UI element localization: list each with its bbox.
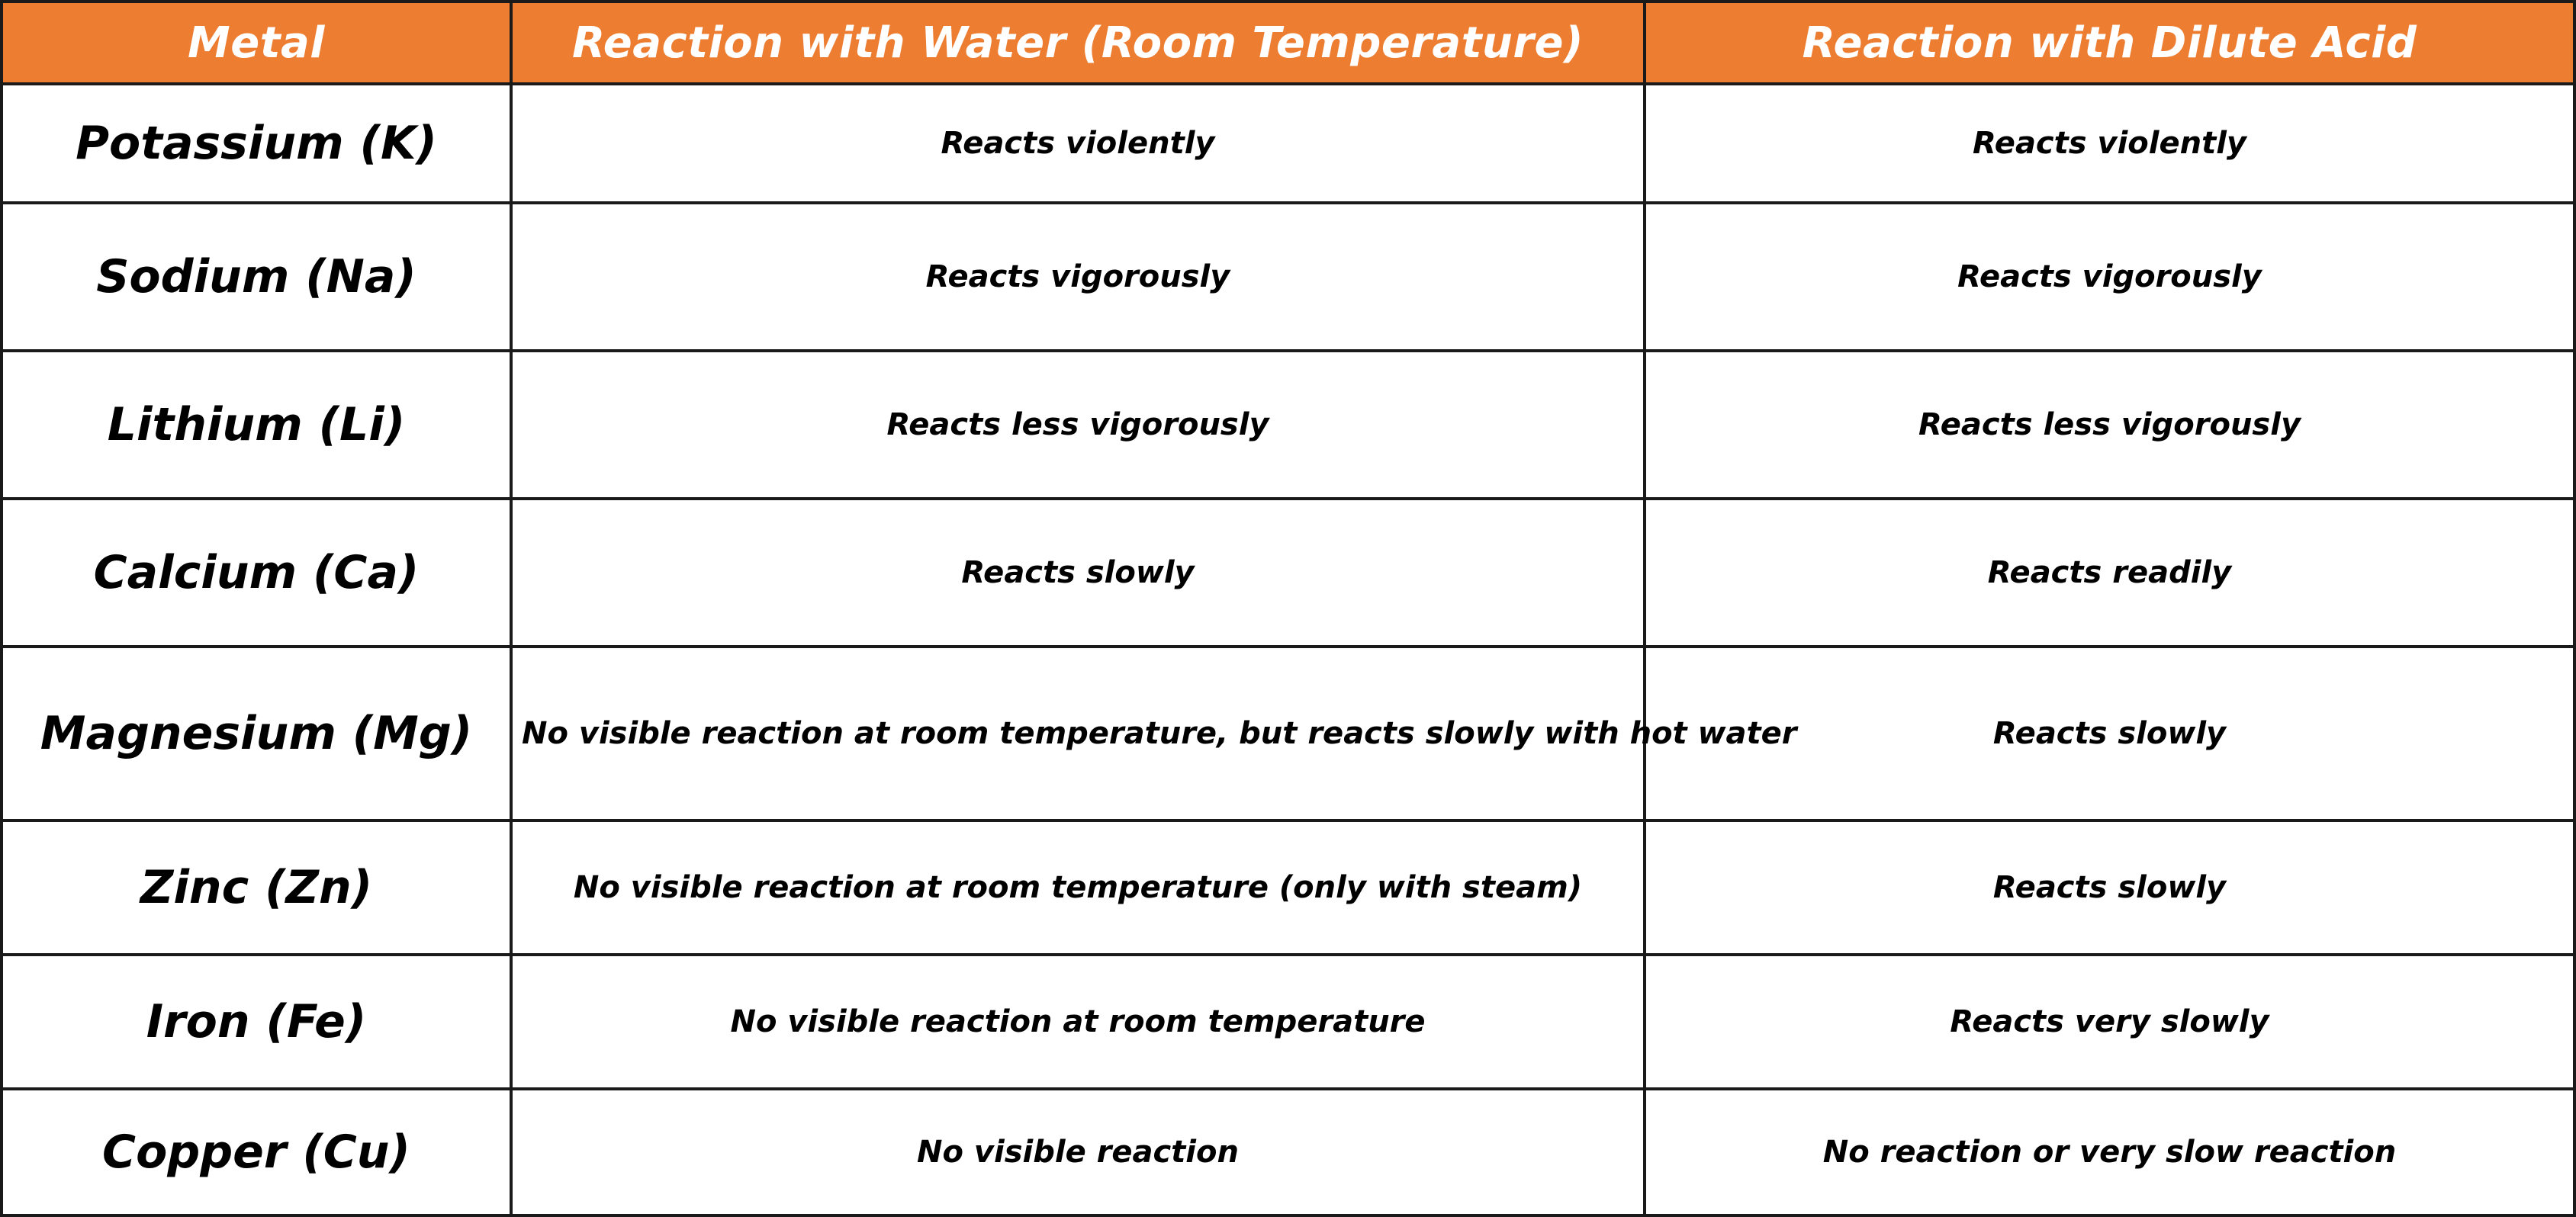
acid-reaction-cell: Reacts readily: [1645, 499, 2574, 647]
table-row: [2, 499, 2574, 647]
table-row: [2, 955, 2574, 1089]
column-header-water: Reaction with Water (Room Temperature): [511, 2, 1645, 84]
acid-reaction-cell: Reacts less vigorously: [1645, 351, 2574, 499]
metal-cell: Calcium (Ca): [2, 499, 511, 647]
water-reaction-cell: Reacts slowly: [511, 499, 1645, 647]
acid-reaction-cell: Reacts vigorously: [1645, 203, 2574, 351]
water-reaction-cell: No visible reaction at room temperature, but reacts slowly with hot water: [511, 647, 1645, 820]
metal-cell: Potassium (K): [2, 84, 511, 203]
table-row: [2, 647, 2574, 820]
water-reaction-cell: No visible reaction at room temperature: [511, 955, 1645, 1089]
metal-cell: Copper (Cu): [2, 1089, 511, 1215]
water-reaction-cell: Reacts less vigorously: [511, 351, 1645, 499]
table-row: [2, 1089, 2574, 1215]
water-reaction-cell: Reacts vigorously: [511, 203, 1645, 351]
acid-reaction-cell: Reacts slowly: [1645, 647, 2574, 820]
column-header-acid: Reaction with Dilute Acid: [1645, 2, 2574, 84]
metal-cell: Lithium (Li): [2, 351, 511, 499]
table-header-row: [2, 2, 2574, 84]
acid-reaction-cell: Reacts violently: [1645, 84, 2574, 203]
acid-reaction-cell: Reacts slowly: [1645, 820, 2574, 955]
acid-reaction-cell: No reaction or very slow reaction: [1645, 1089, 2574, 1215]
table-row: [2, 203, 2574, 351]
metal-cell: Iron (Fe): [2, 955, 511, 1089]
metal-cell: Magnesium (Mg): [2, 647, 511, 820]
metal-cell: Sodium (Na): [2, 203, 511, 351]
water-reaction-cell: Reacts violently: [511, 84, 1645, 203]
acid-reaction-cell: Reacts very slowly: [1645, 955, 2574, 1089]
metal-cell: Zinc (Zn): [2, 820, 511, 955]
water-reaction-cell: No visible reaction at room temperature (only with steam): [511, 820, 1645, 955]
table-row: [2, 351, 2574, 499]
table-row: [2, 84, 2574, 203]
water-reaction-cell: No visible reaction: [511, 1089, 1645, 1215]
table-row: [2, 820, 2574, 955]
column-header-metal: Metal: [2, 2, 511, 84]
